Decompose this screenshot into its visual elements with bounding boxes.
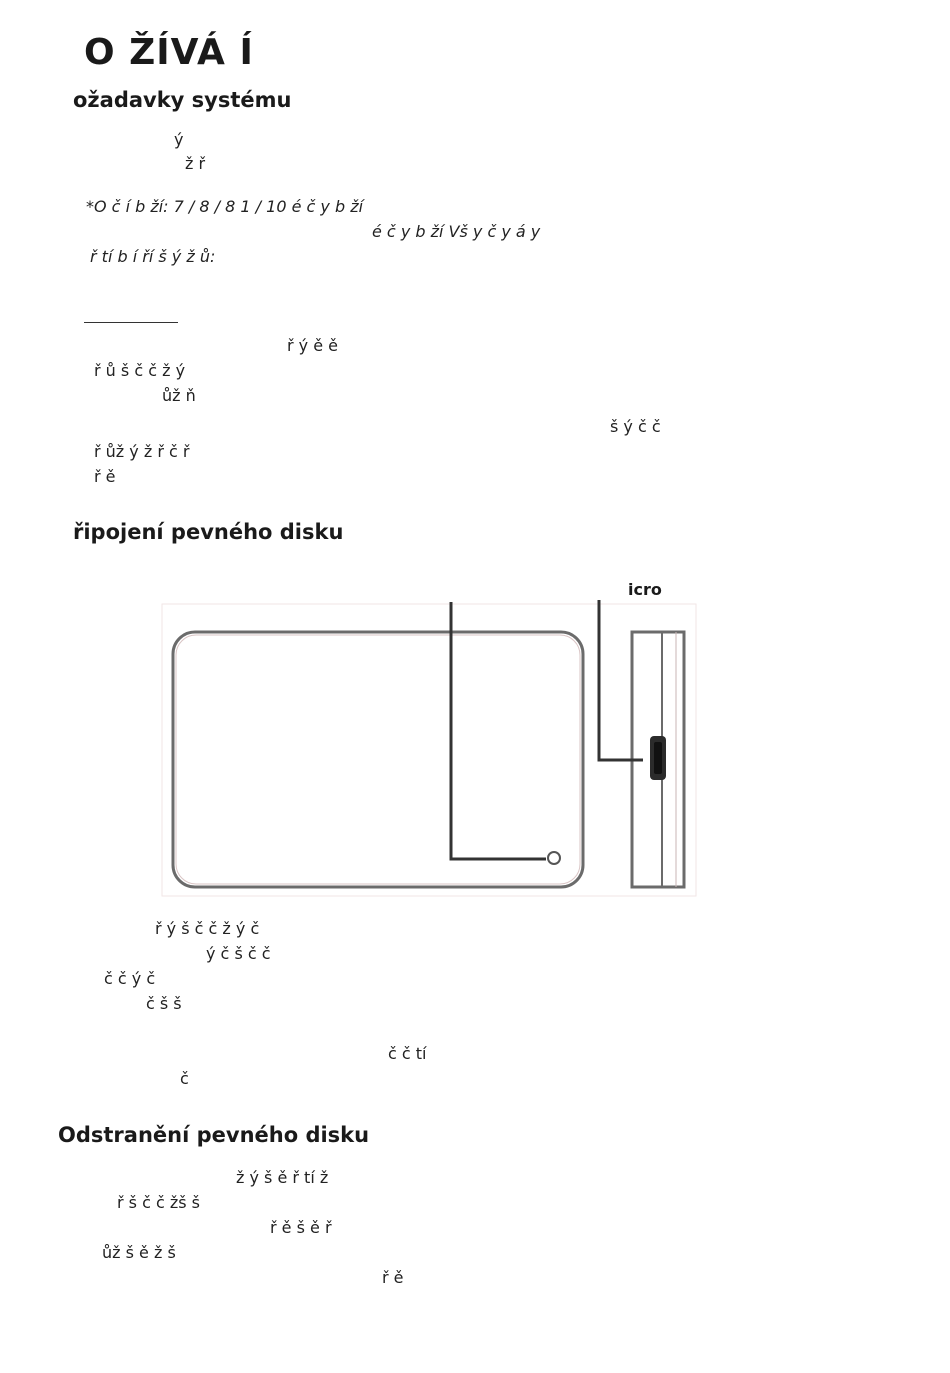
body-text-line: ž ý š ě ř tí ž	[236, 1168, 329, 1187]
body-text-line: ř ě š ě ř	[270, 1218, 332, 1237]
body-text-line: č č ý č	[104, 969, 156, 988]
section-heading-connecting-drive: řipojení pevného disku	[73, 520, 344, 544]
section-heading-system-requirements: ožadavky systému	[73, 88, 292, 112]
body-text-line: ř ě	[94, 467, 116, 486]
note-text-line: é č y b ží Vš y č y á y	[372, 222, 541, 241]
diagram-frame-halo	[162, 604, 696, 896]
body-text-line: ř ůž ý ž ř č ř	[94, 442, 190, 461]
body-text-line: ř ý š č č ž ý č	[155, 919, 260, 938]
body-text-line: ř š č č žš š	[117, 1193, 201, 1212]
micro-usb-port-inner	[654, 742, 662, 774]
body-text-line: č	[180, 1069, 189, 1088]
led-leader-line	[451, 602, 546, 859]
micro-usb-label: icro	[628, 580, 662, 599]
section-heading-removing-drive: Odstranění pevného disku	[58, 1123, 370, 1147]
activity-led-icon	[548, 852, 560, 864]
hard-drive-body	[173, 632, 583, 887]
body-text-line: š ý č č	[610, 417, 661, 436]
body-text-line: č š š	[146, 994, 182, 1013]
body-text-line: ř ě	[382, 1268, 404, 1287]
body-text-line: č č tí	[388, 1044, 427, 1063]
note-text-line: *O č í b ží: 7 / 8 / 8 1 / 10 é č y b ží	[86, 197, 364, 216]
body-text-line: ž ř	[185, 154, 206, 173]
port-leader-line	[599, 600, 643, 760]
page-title: O ŽÍVÁ Í	[84, 32, 254, 73]
body-text-line: ř ý ě ě	[287, 336, 338, 355]
body-text-line: ůž š ě ž š	[102, 1243, 176, 1262]
body-text-line: ý č š č č	[206, 944, 271, 963]
body-text-line: ůž ň	[162, 386, 196, 405]
hard-drive-body-inner	[176, 635, 580, 884]
note-text-line: ř tí b í ří š ý ž ů:	[90, 247, 216, 266]
body-text-line: ř ů š č č ž ý	[94, 361, 186, 380]
body-text-line: ý	[174, 130, 184, 149]
